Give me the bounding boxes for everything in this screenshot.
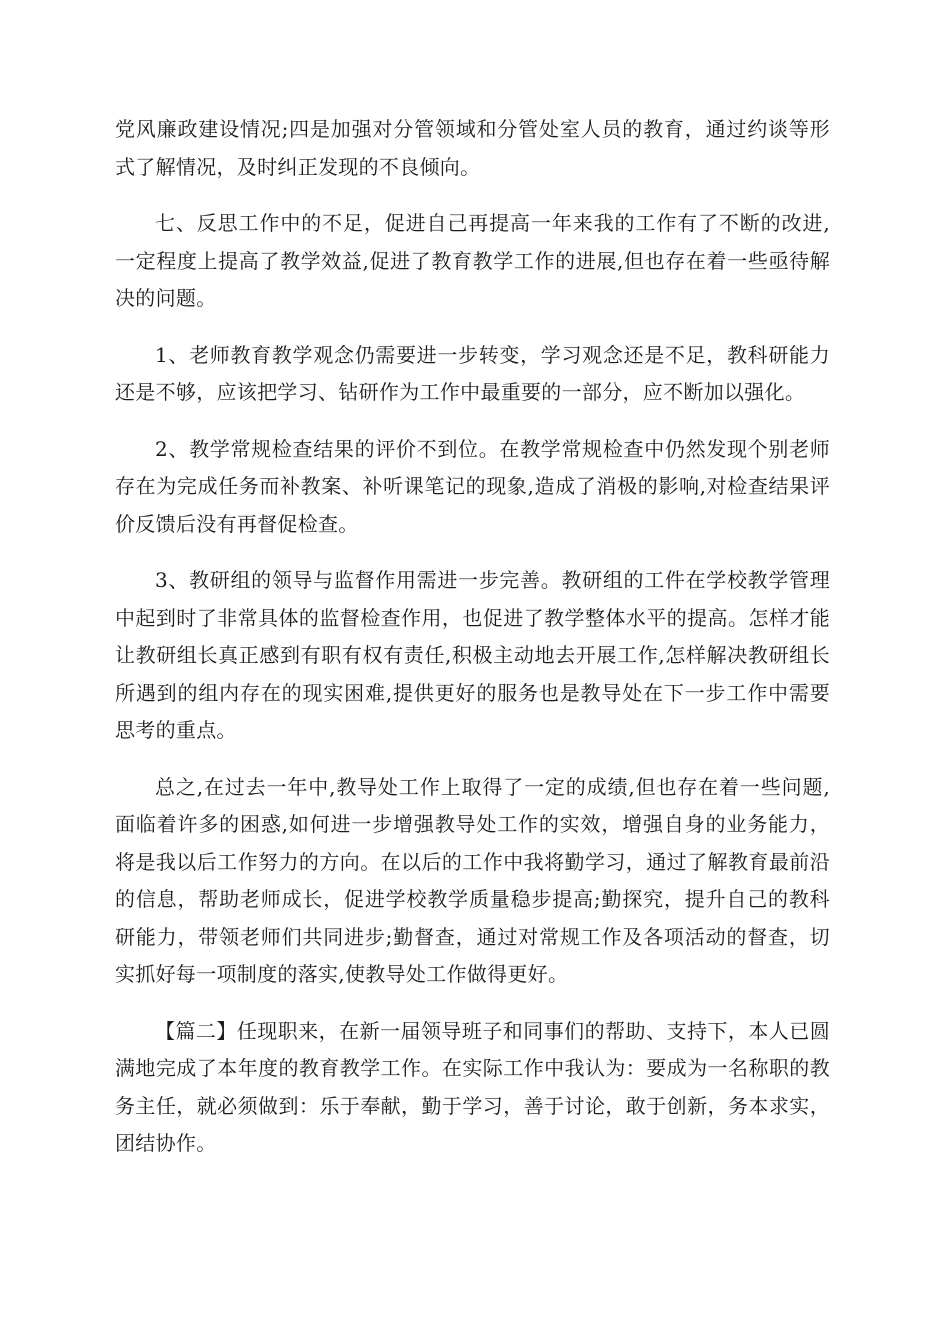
document-body	[115, 111, 830, 1182]
paragraph-summary: 总之,在过去一年中,教导处工作上取得了一定的成绩,但也存在着一些问题,面临着许多的困惑,如何进一步增强教导处工作的实效，增强自身的业务能力，将是我以后工作努力的方向。在以后的工作中我将勤学习，通过了解教育最前沿的信息，帮助老师成长，促进学校教学质量稳步提高;勤探究，提升自己的教科研能力，带领老师们共同进步;勤督查，通过对常规工作及各项活动的督查，切实抓好每一项制度的落实,使教导处工作做得更好。	[115, 774, 830, 986]
paragraph-continuation: 党风廉政建设情况;四是加强对分管领域和分管处室人员的教育，通过约谈等形式了解情况，及时纠正发现的不良倾向。	[115, 117, 830, 179]
paragraph-item-3: 3、教研组的领导与监督作用需进一步完善。教研组的工件在学校教学管理中起到时了非常具体的监督检查作用，也促进了教学整体水平的提高。怎样才能让教研组长真正感到有职有权有责任,积极主动地去开展工作,怎样解决教研组长所遇到的组内存在的现实困难,提供更好的服务也是教导处在下一步工作中需要思考的重点。	[115, 568, 830, 742]
paragraph-item-1: 1、老师教育教学观念仍需要进一步转变，学习观念还是不足，教科研能力还是不够，应该把学习、钻研作为工作中最重要的一部分，应不断加以强化。	[115, 342, 830, 404]
paragraph-section-seven: 七、反思工作中的不足，促进自己再提高一年来我的工作有了不断的改进,一定程度上提高了教学效益,促进了教育教学工作的进展,但也存在着一些亟待解决的问题。	[115, 211, 830, 310]
paragraph-part-two: 【篇二】任现职来，在新一届领导班子和同事们的帮助、支持下，本人已圆满地完成了本年度的教育教学工作。在实际工作中我认为：要成为一名称职的教务主任，就必须做到：乐于奉献，勤于学习，善于讨论，敢于创新，务本求实，团结协作。	[115, 1018, 830, 1155]
paragraph-item-2: 2、教学常规检查结果的评价不到位。在教学常规检查中仍然发现个别老师存在为完成任务而补教案、补听课笔记的现象,造成了消极的影响,对检查结果评价反馈后没有再督促检查。	[115, 436, 830, 536]
